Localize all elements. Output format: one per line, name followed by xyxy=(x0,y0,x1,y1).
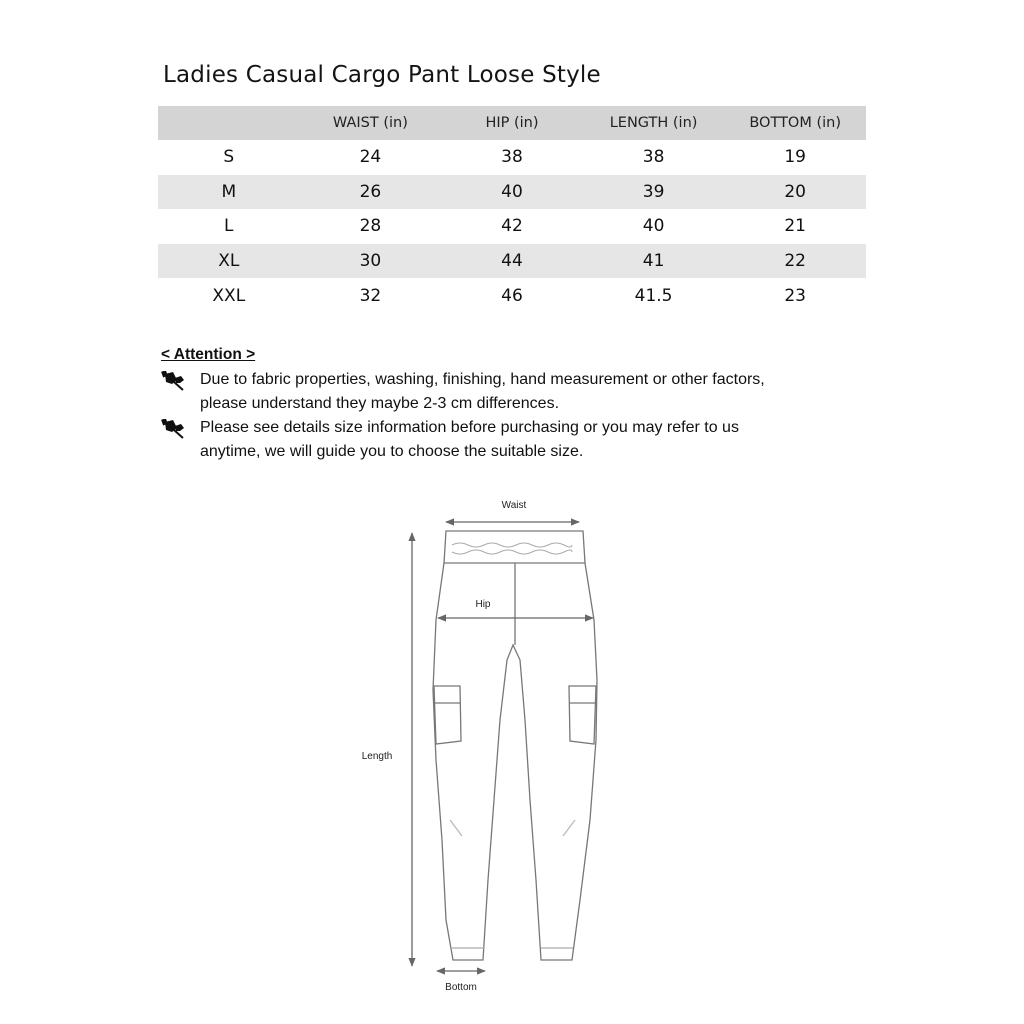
size-chart-table xyxy=(158,106,866,313)
hip-cell: 42 xyxy=(501,216,523,237)
table-row xyxy=(158,244,866,279)
hip-cell: 38 xyxy=(501,147,523,168)
size-cell: XXL xyxy=(212,285,246,306)
waist-cell: 30 xyxy=(300,244,442,279)
pushpin-icon xyxy=(161,371,185,391)
table-row xyxy=(158,175,866,210)
bottom-label: Bottom xyxy=(445,982,477,993)
bottom-cell: 19 xyxy=(784,147,806,168)
length-cell: 40 xyxy=(642,216,665,237)
table-header-row xyxy=(158,106,866,140)
length-cell: 41.5 xyxy=(634,285,673,306)
header-length: LENGTH (in) xyxy=(583,106,725,140)
hip-label: Hip xyxy=(475,599,491,610)
size-cell: L xyxy=(224,216,234,237)
length-cell: 38 xyxy=(642,147,665,168)
table-row xyxy=(158,278,866,313)
bottom-cell: 20 xyxy=(724,175,866,210)
waist-cell: 32 xyxy=(359,285,382,306)
header-bottom: BOTTOM (in) xyxy=(724,106,866,140)
header-hip: HIP (in) xyxy=(441,106,583,140)
attention-item xyxy=(161,368,861,416)
size-cell: S xyxy=(223,147,235,168)
attention-line: Please see details size information before purchasing or you may refer to us xyxy=(200,419,739,436)
attention-item xyxy=(161,416,861,464)
size-cell: XL xyxy=(158,244,300,279)
pants-measurement-diagram xyxy=(340,490,680,1000)
bottom-cell: 23 xyxy=(784,285,806,306)
pushpin-icon xyxy=(161,419,185,439)
attention-section xyxy=(161,346,861,464)
hip-cell: 46 xyxy=(501,285,523,306)
page-title: Ladies Casual Cargo Pant Loose Style xyxy=(163,62,601,88)
length-cell: 39 xyxy=(583,175,725,210)
table-row xyxy=(158,140,866,175)
attention-heading: < Attention > xyxy=(161,346,256,363)
attention-line: anytime, we will guide you to choose the suitable size. xyxy=(200,443,584,460)
waist-cell: 26 xyxy=(300,175,442,210)
attention-line: Due to fabric properties, washing, finishing, hand measurement or other factors, xyxy=(200,371,765,388)
waist-cell: 28 xyxy=(359,216,382,237)
header-size xyxy=(158,106,300,140)
attention-line: please understand they maybe 2-3 cm differences. xyxy=(200,395,560,412)
size-cell: M xyxy=(158,175,300,210)
waist-label: Waist xyxy=(501,500,527,511)
hip-cell: 44 xyxy=(441,244,583,279)
pants-outline-illustration xyxy=(433,531,597,960)
header-waist: WAIST (in) xyxy=(300,106,442,140)
bottom-cell: 21 xyxy=(784,216,806,237)
bottom-cell: 22 xyxy=(724,244,866,279)
hip-cell: 40 xyxy=(441,175,583,210)
length-label: Length xyxy=(361,751,393,762)
table-row xyxy=(158,209,866,244)
length-cell: 41 xyxy=(583,244,725,279)
waist-cell: 24 xyxy=(359,147,382,168)
